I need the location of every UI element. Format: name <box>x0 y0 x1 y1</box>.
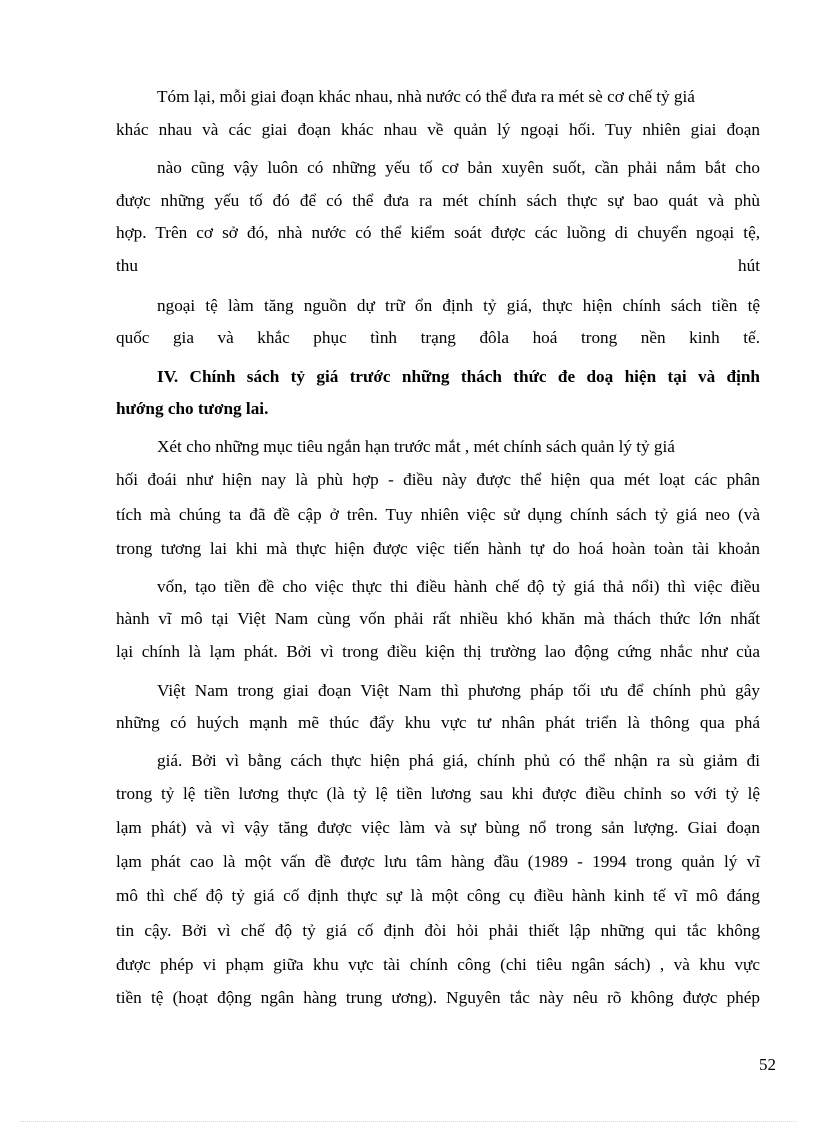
text-line: mô thì chế độ tỷ giá cố định thực sự là một công cụ điều hành kinh tế vĩ mô đáng <box>116 886 760 905</box>
text-line: quốc gia và khắc phục tình trạng đôla hoá trong nền kinh tế. <box>116 328 760 347</box>
footer-divider <box>20 1121 796 1122</box>
section-heading: IV. Chính sách tỷ giá trước những thách thức đe doạ hiện tại và định <box>157 367 760 386</box>
text-line: hút <box>738 256 760 275</box>
text-line: được phép vi phạm giữa khu vực tài chính công (chi tiêu ngân sách) , và khu vực <box>116 955 760 974</box>
text-line: được những yếu tố đó để có thể đưa ra mét chính sách thực sự bao quát và phù <box>116 191 760 210</box>
text-line: Xét cho những mục tiêu ngắn hạn trước mắt , mét chính sách quản lý tỷ giá <box>157 437 675 456</box>
text-line: lạm phát cao là một vấn đề được lưu tâm hàng đầu (1989 - 1994 trong quản lý vĩ <box>116 852 760 871</box>
text-line: lạm phát) và vì vậy tăng được việc làm và sự bùng nổ trong sản lượng. Giai đoạn <box>116 818 760 837</box>
page-number: 52 <box>759 1055 776 1074</box>
text-line: lại chính là lạm phát. Bởi vì trong điều kiện thị trường lao động cứng nhắc như của <box>116 642 760 661</box>
text-line: tiền tệ (hoạt động ngân hàng trung ương). Nguyên tắc này nêu rõ không được phép <box>116 988 760 1007</box>
text-line: ngoại tệ làm tăng nguồn dự trữ ổn định tỷ giá, thực hiện chính sách tiền tệ <box>157 296 760 315</box>
text-line: tích mà chúng ta đã đề cập ở trên. Tuy nhiên việc sử dụng chính sách tỷ giá neo (và <box>116 505 760 524</box>
text-line: nào cũng vậy luôn có những yếu tố cơ bản xuyên suốt, cần phải nắm bắt cho <box>157 158 760 177</box>
text-line: trong tỷ lệ tiền lương thực (là tỷ lệ tiền lương sau khi được điều chỉnh so với tỷ lệ <box>116 784 760 803</box>
text-line: Tóm lại, mỗi giai đoạn khác nhau, nhà nước có thể đưa ra mét sè cơ chế tỷ giá <box>157 87 695 106</box>
text-line: tin cậy. Bởi vì chế độ tỷ giá cố định đòi hỏi phải thiết lập những qui tắc không <box>116 921 760 940</box>
text-line: khác nhau và các giai đoạn khác nhau về quản lý ngoại hối. Tuy nhiên giai đoạn <box>116 120 760 139</box>
section-heading: hướng cho tương lai. <box>116 399 269 418</box>
text-line: hợp. Trên cơ sở đó, nhà nước có thể kiểm soát được các luồng di chuyển ngoại tệ, <box>116 223 760 242</box>
text-line: hành vĩ mô tại Việt Nam cùng vốn phải rất nhiều khó khăn mà thách thức lớn nhất <box>116 609 760 628</box>
text-line: giá. Bởi vì bằng cách thực hiện phá giá, chính phủ có thể nhận ra sù giảm đi <box>157 751 760 770</box>
text-line: những có huých mạnh mẽ thúc đẩy khu vực tư nhân phát triển là thông qua phá <box>116 713 760 732</box>
text-line: thu <box>116 256 138 275</box>
text-line: Việt Nam trong giai đoạn Việt Nam thì phương pháp tối ưu để chính phủ gây <box>157 681 760 700</box>
text-line: hối đoái như hiện nay là phù hợp - điều này được thể hiện qua mét loạt các phân <box>116 470 760 489</box>
text-line: vốn, tạo tiền đề cho việc thực thi điều hành chế độ tỷ giá thả nổi) thì việc điều <box>157 577 760 596</box>
text-line: trong tương lai khi mà thực hiện được việc tiến hành tự do hoá hoàn toàn tài khoản <box>116 539 760 558</box>
